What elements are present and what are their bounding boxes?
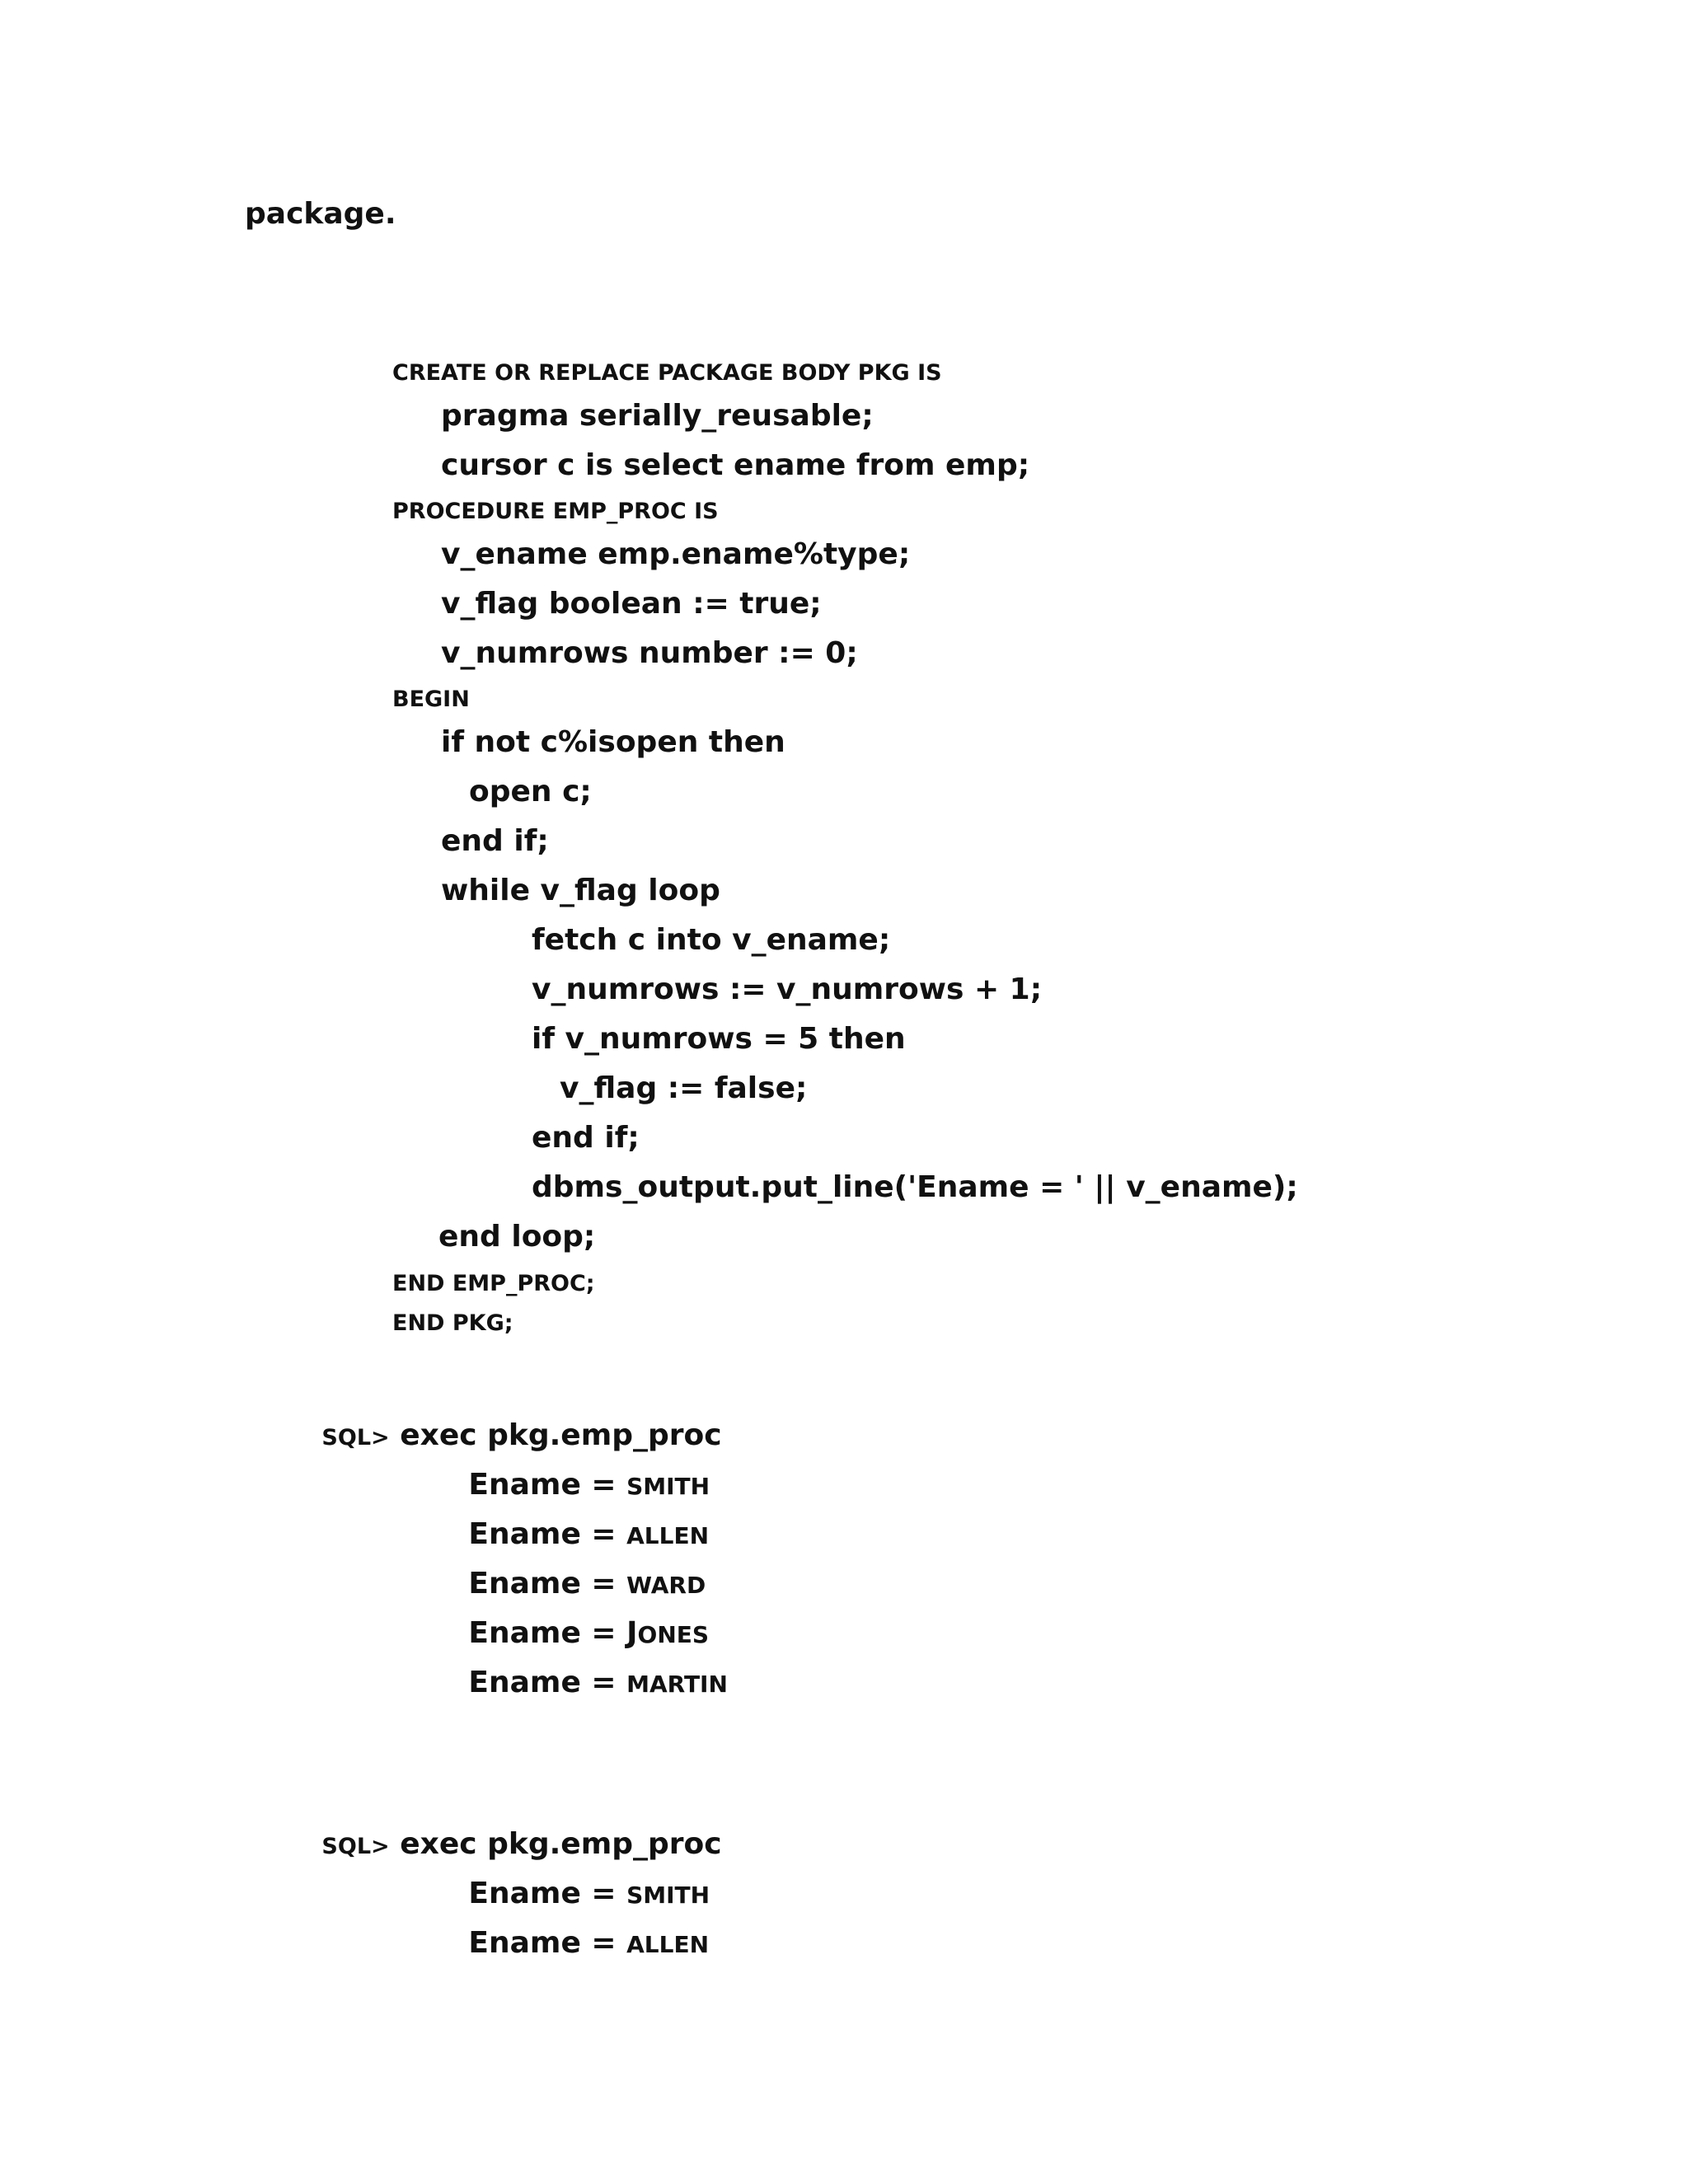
- code-line: open c;: [469, 775, 592, 808]
- output-label: Ename =: [468, 1616, 617, 1650]
- code-line: while v_flag loop: [441, 874, 720, 907]
- code-line: dbms_output.put_line('Ename = ' || v_ename);: [532, 1170, 1298, 1204]
- code-line: BEGIN: [392, 687, 470, 712]
- code-line: pragma serially_reusable;: [441, 399, 874, 433]
- sql-command: exec pkg.emp_proc: [400, 1418, 722, 1452]
- code-line: v_flag := false;: [560, 1071, 808, 1105]
- code-line: v_ename emp.ename%type;: [441, 537, 911, 571]
- output-value: ALLEN: [626, 1931, 710, 1958]
- code-line: CREATE OR REPLACE PACKAGE BODY PKG IS: [392, 360, 942, 386]
- output-value: SMITH: [626, 1473, 710, 1500]
- output-line: [441, 1915, 709, 1971]
- sql-command-line: [294, 1408, 722, 1464]
- code-line: END EMP_PROC;: [392, 1271, 595, 1296]
- output-value-initial: J: [626, 1616, 638, 1650]
- code-line: cursor c is select ename from emp;: [441, 448, 1030, 482]
- output-line: [441, 1457, 710, 1513]
- sql-command-line: [294, 1816, 722, 1872]
- sql-prompt: SQL>: [321, 1834, 390, 1859]
- output-label: Ename =: [468, 1517, 617, 1551]
- output-line: [441, 1556, 706, 1612]
- output-line: [441, 1866, 710, 1922]
- code-line: end if;: [441, 824, 549, 858]
- output-label: Ename =: [468, 1877, 617, 1910]
- output-label: Ename =: [468, 1926, 617, 1960]
- intro-text: package.: [245, 197, 396, 231]
- code-line: end if;: [532, 1121, 640, 1155]
- code-line: END PKG;: [392, 1310, 513, 1336]
- code-line: v_numrows number := 0;: [441, 636, 858, 670]
- code-line: v_numrows := v_numrows + 1;: [532, 972, 1043, 1006]
- code-line: PROCEDURE EMP_PROC IS: [392, 499, 719, 524]
- sql-command: exec pkg.emp_proc: [400, 1827, 722, 1861]
- code-line: if v_numrows = 5 then: [532, 1022, 906, 1056]
- code-line: if not c%isopen then: [441, 725, 785, 759]
- code-line: end loop;: [438, 1220, 596, 1254]
- code-line: v_flag boolean := true;: [441, 587, 822, 621]
- output-value: ALLEN: [626, 1522, 710, 1549]
- output-label: Ename =: [468, 1567, 617, 1601]
- output-value: WARD: [626, 1572, 706, 1599]
- output-line: [441, 1605, 709, 1661]
- output-line: [441, 1655, 728, 1711]
- output-label: Ename =: [468, 1666, 617, 1699]
- output-value: SMITH: [626, 1882, 710, 1909]
- code-line: fetch c into v_ename;: [532, 923, 891, 957]
- output-label: Ename =: [468, 1468, 617, 1502]
- output-value: ONES: [637, 1621, 710, 1648]
- output-value: MARTIN: [626, 1671, 728, 1698]
- output-line: [441, 1507, 709, 1563]
- sql-prompt: SQL>: [321, 1425, 390, 1451]
